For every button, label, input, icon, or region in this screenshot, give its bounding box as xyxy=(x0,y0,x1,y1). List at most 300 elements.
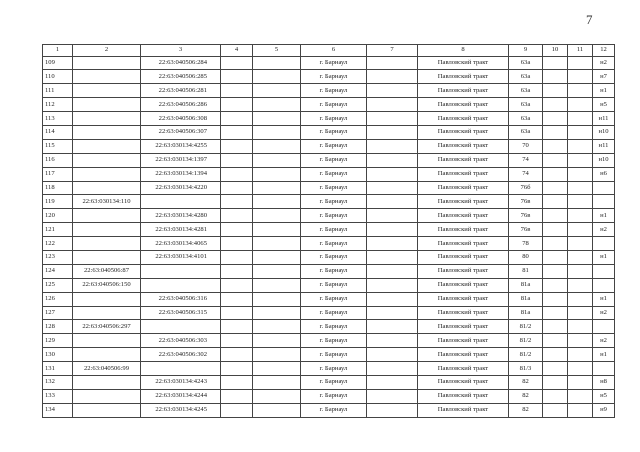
table-cell-col-3 xyxy=(141,195,221,209)
table-cell-col-7 xyxy=(367,306,418,320)
table-cell-col-9: 63а xyxy=(509,84,543,98)
table-row xyxy=(43,56,615,70)
table-cell-col-1: 129 xyxy=(43,334,73,348)
table-cell-col-10 xyxy=(543,306,568,320)
table-cell-col-7 xyxy=(367,403,418,417)
table-row xyxy=(43,70,615,84)
table-cell-col-4 xyxy=(221,153,253,167)
table-cell-col-6: г. Барнаул xyxy=(301,139,367,153)
table-cell-col-1: 115 xyxy=(43,139,73,153)
table-cell-col-1: 133 xyxy=(43,389,73,403)
table-cell-col-8: Павловский тракт xyxy=(418,223,509,237)
table-cell-col-5 xyxy=(253,223,301,237)
table-cell-col-10 xyxy=(543,264,568,278)
table-cell-col-8: Павловский тракт xyxy=(418,84,509,98)
column-header-9: 9 xyxy=(509,45,543,57)
table-cell-col-8: Павловский тракт xyxy=(418,56,509,70)
table-header xyxy=(43,45,615,57)
table-cell-col-11 xyxy=(568,306,593,320)
table-cell-col-5 xyxy=(253,84,301,98)
table-cell-col-6: г. Барнаул xyxy=(301,181,367,195)
table-cell-col-1: 122 xyxy=(43,237,73,251)
table-row xyxy=(43,292,615,306)
table-cell-col-9: 81 xyxy=(509,264,543,278)
table-cell-col-7 xyxy=(367,56,418,70)
table-cell-col-11 xyxy=(568,153,593,167)
table-cell-col-1: 114 xyxy=(43,125,73,139)
table-cell-col-7 xyxy=(367,167,418,181)
table-cell-col-6: г. Барнаул xyxy=(301,278,367,292)
table-cell-col-1: 126 xyxy=(43,292,73,306)
table-cell-col-3: 22:63:040506:315 xyxy=(141,306,221,320)
table-cell-col-5 xyxy=(253,362,301,376)
table-cell-col-4 xyxy=(221,403,253,417)
table-cell-col-1: 113 xyxy=(43,112,73,126)
table-cell-col-10 xyxy=(543,195,568,209)
table-cell-col-8: Павловский тракт xyxy=(418,292,509,306)
table-cell-col-10 xyxy=(543,250,568,264)
column-header-10: 10 xyxy=(543,45,568,57)
table-cell-col-8: Павловский тракт xyxy=(418,195,509,209)
table-row xyxy=(43,195,615,209)
table-row xyxy=(43,223,615,237)
table-cell-col-4 xyxy=(221,389,253,403)
table-cell-col-5 xyxy=(253,56,301,70)
table-cell-col-10 xyxy=(543,403,568,417)
table-row xyxy=(43,264,615,278)
table-cell-col-6: г. Барнаул xyxy=(301,84,367,98)
table-cell-col-3: 22:63:030134:1394 xyxy=(141,167,221,181)
table-cell-col-9: 81/2 xyxy=(509,334,543,348)
table-cell-col-7 xyxy=(367,320,418,334)
table-cell-col-10 xyxy=(543,209,568,223)
table-cell-col-2: 22:63:040506:150 xyxy=(73,278,141,292)
table-cell-col-6: г. Барнаул xyxy=(301,167,367,181)
table-cell-col-8: Павловский тракт xyxy=(418,209,509,223)
table-cell-col-6: г. Барнаул xyxy=(301,112,367,126)
table-cell-col-12 xyxy=(593,362,615,376)
table-cell-col-7 xyxy=(367,112,418,126)
table-cell-col-11 xyxy=(568,250,593,264)
table-cell-col-1: 132 xyxy=(43,375,73,389)
table-cell-col-12: н1 xyxy=(593,209,615,223)
table-cell-col-4 xyxy=(221,112,253,126)
table-cell-col-1: 111 xyxy=(43,84,73,98)
column-header-7: 7 xyxy=(367,45,418,57)
table-cell-col-8: Павловский тракт xyxy=(418,112,509,126)
table-cell-col-5 xyxy=(253,112,301,126)
table-cell-col-4 xyxy=(221,125,253,139)
table-cell-col-10 xyxy=(543,181,568,195)
table-cell-col-11 xyxy=(568,125,593,139)
table-cell-col-4 xyxy=(221,362,253,376)
table-cell-col-1: 128 xyxy=(43,320,73,334)
table-cell-col-10 xyxy=(543,112,568,126)
table-cell-col-3: 22:63:030134:4101 xyxy=(141,250,221,264)
table-cell-col-7 xyxy=(367,195,418,209)
table-cell-col-11 xyxy=(568,237,593,251)
table-cell-col-2 xyxy=(73,306,141,320)
table-cell-col-10 xyxy=(543,167,568,181)
table-cell-col-5 xyxy=(253,250,301,264)
table-cell-col-7 xyxy=(367,98,418,112)
table-cell-col-5 xyxy=(253,153,301,167)
table-cell-col-12: н2 xyxy=(593,306,615,320)
table-cell-col-7 xyxy=(367,223,418,237)
table-cell-col-4 xyxy=(221,250,253,264)
table-cell-col-9: 81а xyxy=(509,292,543,306)
table-row xyxy=(43,84,615,98)
table-cell-col-3 xyxy=(141,320,221,334)
table-row xyxy=(43,112,615,126)
table-cell-col-3: 22:63:040506:308 xyxy=(141,112,221,126)
table-cell-col-8: Павловский тракт xyxy=(418,334,509,348)
table-cell-col-10 xyxy=(543,223,568,237)
table-cell-col-3 xyxy=(141,278,221,292)
table-cell-col-6: г. Барнаул xyxy=(301,403,367,417)
table-cell-col-4 xyxy=(221,375,253,389)
table-cell-col-9: 82 xyxy=(509,389,543,403)
table-cell-col-10 xyxy=(543,153,568,167)
table-cell-col-1: 117 xyxy=(43,167,73,181)
table-cell-col-6: г. Барнаул xyxy=(301,98,367,112)
table-cell-col-3: 22:63:030134:4244 xyxy=(141,389,221,403)
table-cell-col-1: 123 xyxy=(43,250,73,264)
table-cell-col-9: 63а xyxy=(509,70,543,84)
table-cell-col-2 xyxy=(73,348,141,362)
table-cell-col-6: г. Барнаул xyxy=(301,237,367,251)
column-header-6: 6 xyxy=(301,45,367,57)
table-row xyxy=(43,237,615,251)
table-cell-col-12 xyxy=(593,181,615,195)
table-cell-col-12: н1 xyxy=(593,250,615,264)
table-cell-col-8: Павловский тракт xyxy=(418,153,509,167)
table-cell-col-2: 22:63:040506:99 xyxy=(73,362,141,376)
table-cell-col-3: 22:63:030134:4255 xyxy=(141,139,221,153)
column-header-4: 4 xyxy=(221,45,253,57)
table-cell-col-12: н8 xyxy=(593,375,615,389)
table-cell-col-7 xyxy=(367,250,418,264)
table-cell-col-12: н6 xyxy=(593,167,615,181)
table-cell-col-5 xyxy=(253,348,301,362)
table-cell-col-6: г. Барнаул xyxy=(301,334,367,348)
table-cell-col-12: н10 xyxy=(593,153,615,167)
table-cell-col-7 xyxy=(367,375,418,389)
table-cell-col-8: Павловский тракт xyxy=(418,250,509,264)
table-row xyxy=(43,348,615,362)
table-cell-col-9: 74 xyxy=(509,153,543,167)
table-cell-col-9: 81/2 xyxy=(509,348,543,362)
table-cell-col-10 xyxy=(543,70,568,84)
table-cell-col-8: Павловский тракт xyxy=(418,348,509,362)
table-row xyxy=(43,153,615,167)
table-cell-col-12 xyxy=(593,195,615,209)
table-cell-col-3: 22:63:030134:4243 xyxy=(141,375,221,389)
table-cell-col-4 xyxy=(221,181,253,195)
table-cell-col-3: 22:63:030134:4280 xyxy=(141,209,221,223)
register-table-container xyxy=(42,44,615,418)
table-cell-col-5 xyxy=(253,278,301,292)
column-header-3: 3 xyxy=(141,45,221,57)
table-cell-col-5 xyxy=(253,237,301,251)
table-cell-col-7 xyxy=(367,181,418,195)
table-cell-col-8: Павловский тракт xyxy=(418,264,509,278)
table-cell-col-10 xyxy=(543,292,568,306)
table-cell-col-12: н7 xyxy=(593,70,615,84)
table-cell-col-1: 110 xyxy=(43,70,73,84)
table-cell-col-6: г. Барнаул xyxy=(301,195,367,209)
table-cell-col-3: 22:63:040506:281 xyxy=(141,84,221,98)
table-cell-col-3: 22:63:040506:285 xyxy=(141,70,221,84)
table-cell-col-12 xyxy=(593,237,615,251)
table-cell-col-2 xyxy=(73,70,141,84)
table-cell-col-2 xyxy=(73,125,141,139)
table-cell-col-12: н11 xyxy=(593,139,615,153)
table-cell-col-9: 63а xyxy=(509,98,543,112)
table-cell-col-9: 81а xyxy=(509,278,543,292)
table-cell-col-2 xyxy=(73,334,141,348)
table-cell-col-4 xyxy=(221,334,253,348)
page-number: 7 xyxy=(586,12,593,27)
table-cell-col-1: 109 xyxy=(43,56,73,70)
table-cell-col-6: г. Барнаул xyxy=(301,348,367,362)
table-cell-col-6: г. Барнаул xyxy=(301,223,367,237)
table-cell-col-5 xyxy=(253,375,301,389)
table-cell-col-2 xyxy=(73,250,141,264)
table-cell-col-9: 63а xyxy=(509,56,543,70)
table-cell-col-4 xyxy=(221,306,253,320)
table-cell-col-7 xyxy=(367,209,418,223)
table-cell-col-3 xyxy=(141,264,221,278)
table-cell-col-9: 74 xyxy=(509,167,543,181)
table-cell-col-3: 22:63:040506:316 xyxy=(141,292,221,306)
table-cell-col-12: н2 xyxy=(593,223,615,237)
table-cell-col-1: 130 xyxy=(43,348,73,362)
table-cell-col-2 xyxy=(73,181,141,195)
table-cell-col-5 xyxy=(253,70,301,84)
table-cell-col-11 xyxy=(568,223,593,237)
table-cell-col-10 xyxy=(543,389,568,403)
table-cell-col-3: 22:63:040506:307 xyxy=(141,125,221,139)
table-cell-col-1: 120 xyxy=(43,209,73,223)
table-cell-col-11 xyxy=(568,292,593,306)
table-cell-col-7 xyxy=(367,125,418,139)
table-cell-col-3: 22:63:040506:303 xyxy=(141,334,221,348)
table-row xyxy=(43,362,615,376)
table-cell-col-4 xyxy=(221,278,253,292)
table-cell-col-1: 118 xyxy=(43,181,73,195)
table-cell-col-10 xyxy=(543,84,568,98)
table-cell-col-3: 22:63:030134:4065 xyxy=(141,237,221,251)
table-cell-col-11 xyxy=(568,70,593,84)
table-cell-col-2: 22:63:030134:110 xyxy=(73,195,141,209)
column-header-8: 8 xyxy=(418,45,509,57)
table-cell-col-2 xyxy=(73,375,141,389)
table-cell-col-6: г. Барнаул xyxy=(301,209,367,223)
table-cell-col-1: 131 xyxy=(43,362,73,376)
table-cell-col-2 xyxy=(73,56,141,70)
table-cell-col-9: 80 xyxy=(509,250,543,264)
table-cell-col-6: г. Барнаул xyxy=(301,292,367,306)
table-cell-col-11 xyxy=(568,195,593,209)
table-cell-col-5 xyxy=(253,403,301,417)
table-cell-col-9: 76б xyxy=(509,181,543,195)
table-cell-col-3: 22:63:040506:302 xyxy=(141,348,221,362)
table-row xyxy=(43,139,615,153)
table-cell-col-2 xyxy=(73,223,141,237)
table-cell-col-6: г. Барнаул xyxy=(301,389,367,403)
table-cell-col-8: Павловский тракт xyxy=(418,167,509,181)
table-row xyxy=(43,320,615,334)
table-cell-col-3: 22:63:030134:4220 xyxy=(141,181,221,195)
table-cell-col-11 xyxy=(568,389,593,403)
table-cell-col-1: 134 xyxy=(43,403,73,417)
table-cell-col-10 xyxy=(543,375,568,389)
register-table xyxy=(42,44,615,418)
table-cell-col-12 xyxy=(593,278,615,292)
table-row xyxy=(43,403,615,417)
table-cell-col-10 xyxy=(543,139,568,153)
table-cell-col-5 xyxy=(253,306,301,320)
table-cell-col-2: 22:63:040506:297 xyxy=(73,320,141,334)
table-row xyxy=(43,181,615,195)
table-cell-col-10 xyxy=(543,237,568,251)
table-cell-col-7 xyxy=(367,292,418,306)
table-row xyxy=(43,334,615,348)
column-header-5: 5 xyxy=(253,45,301,57)
table-cell-col-5 xyxy=(253,292,301,306)
table-cell-col-8: Павловский тракт xyxy=(418,375,509,389)
table-cell-col-7 xyxy=(367,139,418,153)
table-body xyxy=(43,56,615,417)
table-cell-col-12: н1 xyxy=(593,292,615,306)
header-row xyxy=(43,45,615,57)
table-cell-col-5 xyxy=(253,98,301,112)
table-cell-col-9: 63а xyxy=(509,125,543,139)
table-cell-col-6: г. Барнаул xyxy=(301,125,367,139)
table-cell-col-4 xyxy=(221,264,253,278)
table-cell-col-11 xyxy=(568,112,593,126)
table-cell-col-2: 22:63:040506:87 xyxy=(73,264,141,278)
table-cell-col-2 xyxy=(73,403,141,417)
table-cell-col-11 xyxy=(568,181,593,195)
table-cell-col-4 xyxy=(221,237,253,251)
table-cell-col-11 xyxy=(568,362,593,376)
table-cell-col-12: н1 xyxy=(593,84,615,98)
table-cell-col-12: н1 xyxy=(593,348,615,362)
table-cell-col-2 xyxy=(73,237,141,251)
table-row xyxy=(43,209,615,223)
table-cell-col-1: 112 xyxy=(43,98,73,112)
table-cell-col-7 xyxy=(367,153,418,167)
table-cell-col-1: 125 xyxy=(43,278,73,292)
table-cell-col-1: 121 xyxy=(43,223,73,237)
table-cell-col-4 xyxy=(221,167,253,181)
table-cell-col-10 xyxy=(543,56,568,70)
table-cell-col-12 xyxy=(593,320,615,334)
table-cell-col-6: г. Барнаул xyxy=(301,56,367,70)
table-cell-col-11 xyxy=(568,167,593,181)
table-cell-col-4 xyxy=(221,292,253,306)
table-cell-col-11 xyxy=(568,348,593,362)
table-cell-col-7 xyxy=(367,264,418,278)
table-cell-col-11 xyxy=(568,84,593,98)
table-cell-col-11 xyxy=(568,334,593,348)
table-cell-col-8: Павловский тракт xyxy=(418,403,509,417)
table-cell-col-7 xyxy=(367,70,418,84)
table-cell-col-8: Павловский тракт xyxy=(418,125,509,139)
table-cell-col-6: г. Барнаул xyxy=(301,362,367,376)
table-cell-col-1: 116 xyxy=(43,153,73,167)
table-cell-col-7 xyxy=(367,237,418,251)
table-cell-col-7 xyxy=(367,362,418,376)
table-cell-col-3: 22:63:030134:4245 xyxy=(141,403,221,417)
table-cell-col-5 xyxy=(253,334,301,348)
table-cell-col-6: г. Барнаул xyxy=(301,250,367,264)
table-cell-col-5 xyxy=(253,320,301,334)
table-cell-col-12: н2 xyxy=(593,334,615,348)
table-cell-col-9: 78 xyxy=(509,237,543,251)
table-cell-col-9: 82 xyxy=(509,375,543,389)
table-cell-col-8: Павловский тракт xyxy=(418,278,509,292)
table-cell-col-11 xyxy=(568,209,593,223)
table-cell-col-8: Павловский тракт xyxy=(418,389,509,403)
table-cell-col-2 xyxy=(73,292,141,306)
table-cell-col-9: 81а xyxy=(509,306,543,320)
table-cell-col-6: г. Барнаул xyxy=(301,375,367,389)
table-cell-col-11 xyxy=(568,139,593,153)
table-cell-col-5 xyxy=(253,167,301,181)
table-cell-col-10 xyxy=(543,125,568,139)
table-cell-col-7 xyxy=(367,334,418,348)
table-cell-col-1: 127 xyxy=(43,306,73,320)
table-cell-col-5 xyxy=(253,195,301,209)
table-cell-col-2 xyxy=(73,167,141,181)
table-cell-col-10 xyxy=(543,278,568,292)
column-header-2: 2 xyxy=(73,45,141,57)
table-cell-col-8: Павловский тракт xyxy=(418,70,509,84)
table-cell-col-4 xyxy=(221,209,253,223)
table-cell-col-12: н2 xyxy=(593,56,615,70)
table-cell-col-6: г. Барнаул xyxy=(301,264,367,278)
table-cell-col-9: 81/2 xyxy=(509,320,543,334)
table-cell-col-9: 63а xyxy=(509,112,543,126)
column-header-12: 12 xyxy=(593,45,615,57)
table-cell-col-4 xyxy=(221,223,253,237)
table-cell-col-12: н11 xyxy=(593,112,615,126)
table-cell-col-5 xyxy=(253,181,301,195)
table-cell-col-9: 76в xyxy=(509,195,543,209)
table-cell-col-8: Павловский тракт xyxy=(418,181,509,195)
table-cell-col-2 xyxy=(73,209,141,223)
table-cell-col-3: 22:63:030134:1397 xyxy=(141,153,221,167)
table-cell-col-5 xyxy=(253,209,301,223)
table-cell-col-2 xyxy=(73,112,141,126)
table-cell-col-3: 22:63:030134:4281 xyxy=(141,223,221,237)
table-cell-col-10 xyxy=(543,362,568,376)
table-cell-col-8: Павловский тракт xyxy=(418,320,509,334)
table-cell-col-3: 22:63:040506:284 xyxy=(141,56,221,70)
table-cell-col-9: 82 xyxy=(509,403,543,417)
table-cell-col-10 xyxy=(543,320,568,334)
table-cell-col-12: н5 xyxy=(593,389,615,403)
table-cell-col-12: н5 xyxy=(593,98,615,112)
table-row xyxy=(43,167,615,181)
table-row xyxy=(43,98,615,112)
table-cell-col-2 xyxy=(73,153,141,167)
table-cell-col-7 xyxy=(367,84,418,98)
table-row xyxy=(43,306,615,320)
